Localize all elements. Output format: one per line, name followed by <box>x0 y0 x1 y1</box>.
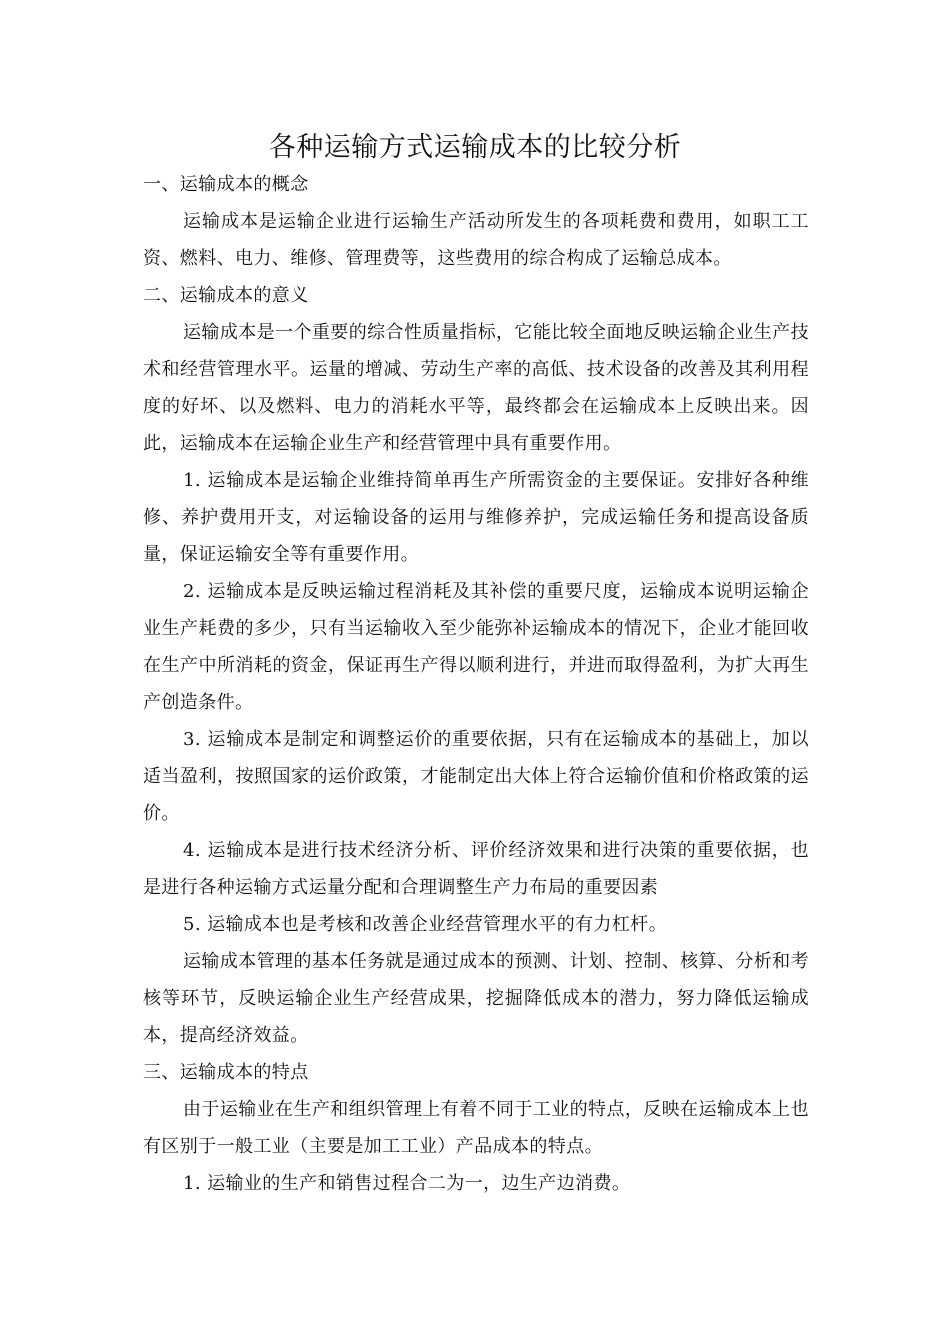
paragraph: 运输成本是运输企业进行运输生产活动所发生的各项耗费和费用，如职工工资、燃料、电力、维修、管理费等，这些费用的综合构成了运输总成本。 <box>143 211 809 269</box>
list-item: 1. 运输业的生产和销售过程合二为一，边生产边消费。 <box>183 1173 631 1194</box>
section-heading-concept: 一、运输成本的概念 <box>143 174 309 195</box>
list-item: 3. 运输成本是制定和调整运价的重要依据，只有在运输成本的基础上，加以适当盈利，按照国家的运价政策，才能制定出大体上符合运输价值和价格政策的运价。 <box>143 729 809 824</box>
list-item: 1. 运输成本是运输企业维持简单再生产所需资金的主要保证。安排好各种维修、养护费用开支，对运输设备的运用与维修养护，完成运输任务和提高设备质量，保证运输安全等有重要作用。 <box>143 470 809 565</box>
section-heading-significance: 二、运输成本的意义 <box>143 285 309 306</box>
document-body <box>143 166 809 1202</box>
list-item: 5. 运输成本也是考核和改善企业经营管理水平的有力杠杆。 <box>183 914 668 935</box>
list-item: 4. 运输成本是进行技术经济分析、评价经济效果和进行决策的重要依据，也是进行各种运输方式运量分配和合理调整生产力布局的重要因素 <box>143 840 809 898</box>
section-heading-characteristics: 三、运输成本的特点 <box>143 1062 309 1083</box>
paragraph: 由于运输业在生产和组织管理上有着不同于工业的特点，反映在运输成本上也有区别于一般工业（主要是加工工业）产品成本的特点。 <box>143 1099 809 1157</box>
list-item: 2. 运输成本是反映运输过程消耗及其补偿的重要尺度，运输成本说明运输企业生产耗费的多少，只有当运输收入至少能弥补运输成本的情况下，企业才能回收在生产中所消耗的资金，保证再生产得以顺利进行，并进而取得盈利，为扩大再生产创造条件。 <box>143 581 809 713</box>
page-title: 各种运输方式运输成本的比较分析 <box>268 132 682 164</box>
paragraph: 运输成本管理的基本任务就是通过成本的预测、计划、控制、核算、分析和考核等环节，反映运输企业生产经营成果，挖掘降低成本的潜力，努力降低运输成本，提高经济效益。 <box>143 951 809 1046</box>
paragraph: 运输成本是一个重要的综合性质量指标，它能比较全面地反映运输企业生产技术和经营管理水平。运量的增减、劳动生产率的高低、技术设备的改善及其利用程度的好坏、以及燃料、电力的消耗水平等，最终都会在运输成本上反映出来。因此，运输成本在运输企业生产和经营管理中具有重要作用。 <box>143 322 809 454</box>
